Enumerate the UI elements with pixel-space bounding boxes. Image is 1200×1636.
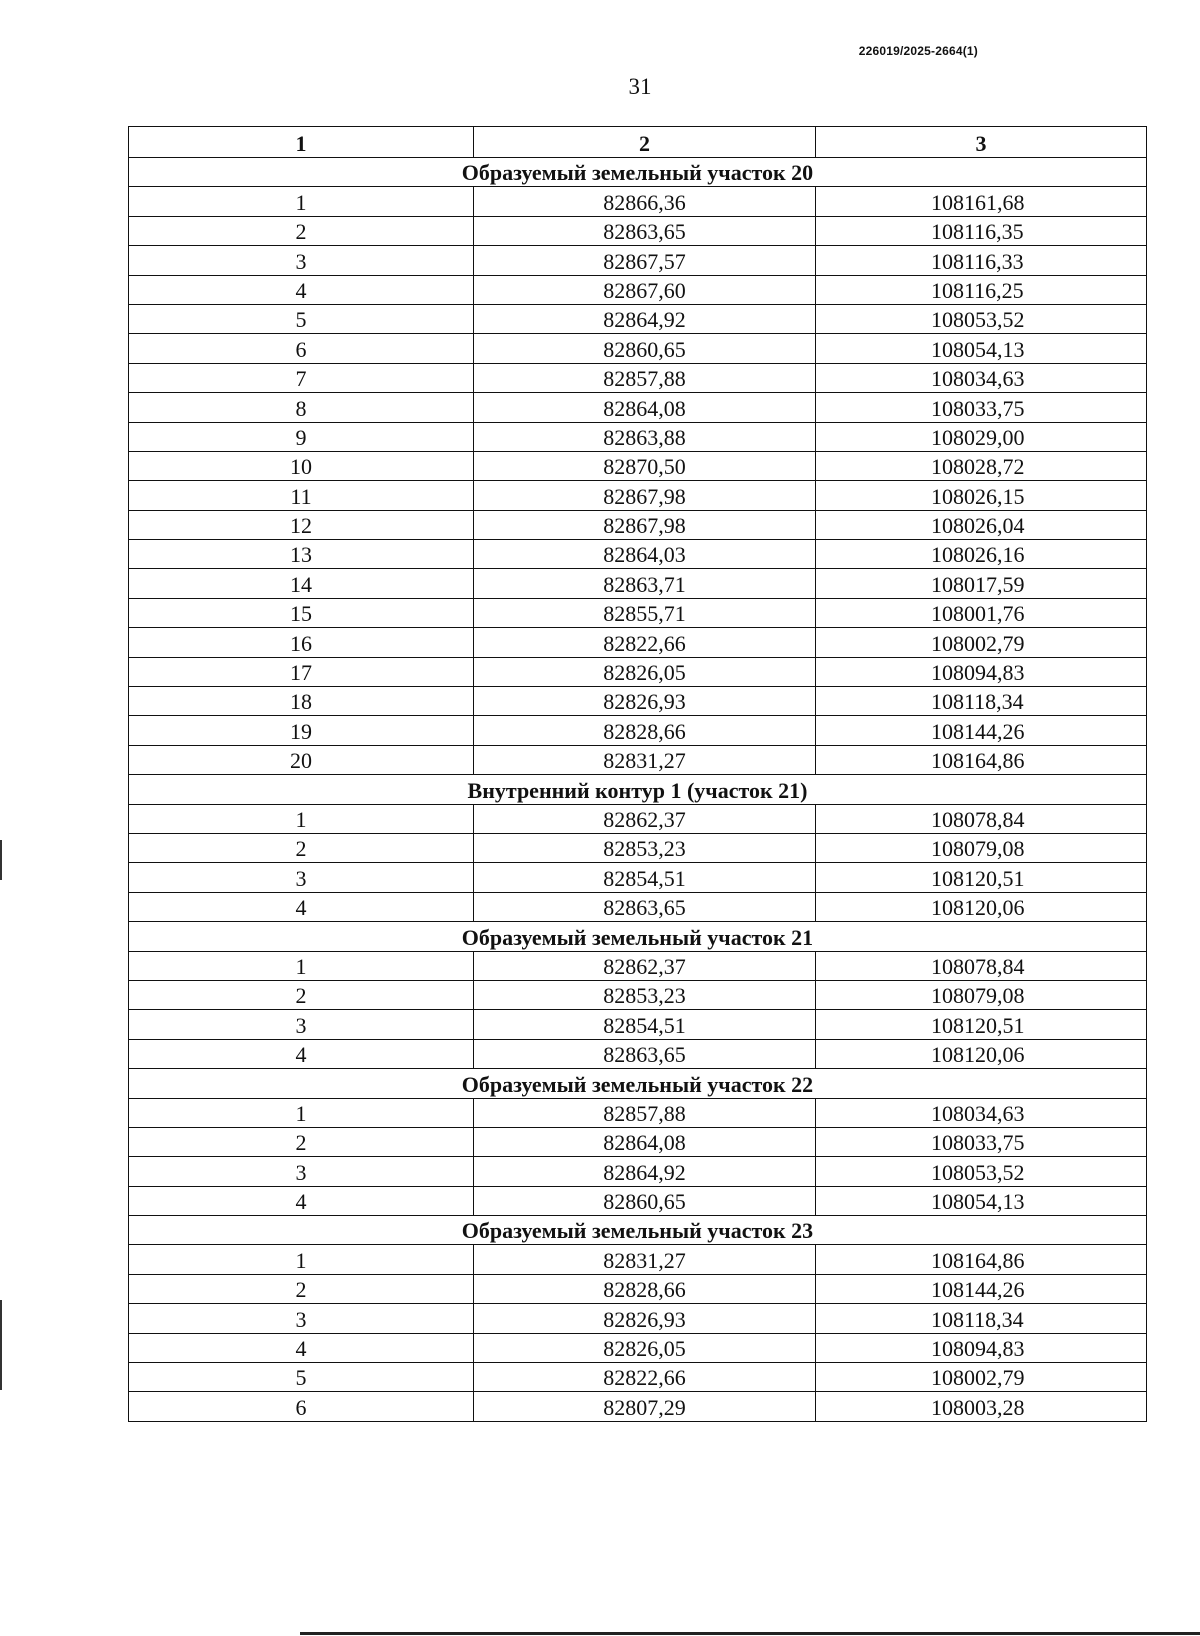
- y-coordinate-cell: 108120,51: [816, 1010, 1147, 1039]
- y-coordinate-cell: 108161,68: [816, 187, 1147, 216]
- table-row: [129, 687, 1147, 716]
- coordinates-table: [128, 126, 1147, 1422]
- x-coordinate-cell: 82826,93: [474, 1304, 816, 1333]
- y-coordinate-cell: 108034,63: [816, 1098, 1147, 1127]
- column-header: 1: [129, 127, 474, 158]
- scan-edge-mark: [0, 1300, 2, 1390]
- table-row: [129, 1098, 1147, 1127]
- y-coordinate-cell: 108094,83: [816, 657, 1147, 686]
- table-row: [129, 1304, 1147, 1333]
- y-coordinate-cell: 108094,83: [816, 1333, 1147, 1362]
- y-coordinate-cell: 108120,06: [816, 1039, 1147, 1068]
- point-number-cell: 1: [129, 804, 474, 833]
- y-coordinate-cell: 108164,86: [816, 745, 1147, 774]
- column-header: 2: [474, 127, 816, 158]
- y-coordinate-cell: 108120,06: [816, 892, 1147, 921]
- point-number-cell: 16: [129, 628, 474, 657]
- y-coordinate-cell: 108033,75: [816, 1127, 1147, 1156]
- x-coordinate-cell: 82863,65: [474, 216, 816, 245]
- table-body: [129, 127, 1147, 1422]
- x-coordinate-cell: 82854,51: [474, 1010, 816, 1039]
- point-number-cell: 6: [129, 1392, 474, 1421]
- table-row: [129, 422, 1147, 451]
- point-number-cell: 13: [129, 540, 474, 569]
- y-coordinate-cell: 108118,34: [816, 687, 1147, 716]
- point-number-cell: 1: [129, 1245, 474, 1274]
- x-coordinate-cell: 82867,60: [474, 275, 816, 304]
- table-row: [129, 1039, 1147, 1068]
- x-coordinate-cell: 82822,66: [474, 1363, 816, 1392]
- point-number-cell: 2: [129, 1127, 474, 1156]
- point-number-cell: 3: [129, 1157, 474, 1186]
- x-coordinate-cell: 82866,36: [474, 187, 816, 216]
- table-row: [129, 481, 1147, 510]
- y-coordinate-cell: 108120,51: [816, 863, 1147, 892]
- table-row: [129, 569, 1147, 598]
- x-coordinate-cell: 82864,03: [474, 540, 816, 569]
- x-coordinate-cell: 82807,29: [474, 1392, 816, 1421]
- point-number-cell: 6: [129, 334, 474, 363]
- y-coordinate-cell: 108053,52: [816, 304, 1147, 333]
- point-number-cell: 4: [129, 1039, 474, 1068]
- scan-bottom-line: [300, 1632, 1200, 1635]
- table-row: [129, 540, 1147, 569]
- point-number-cell: 18: [129, 687, 474, 716]
- point-number-cell: 5: [129, 1363, 474, 1392]
- x-coordinate-cell: 82828,66: [474, 1274, 816, 1303]
- table-row: [129, 1010, 1147, 1039]
- x-coordinate-cell: 82831,27: [474, 1245, 816, 1274]
- x-coordinate-cell: 82864,92: [474, 1157, 816, 1186]
- table-row: [129, 275, 1147, 304]
- point-number-cell: 2: [129, 833, 474, 862]
- table-row: [129, 863, 1147, 892]
- y-coordinate-cell: 108116,35: [816, 216, 1147, 245]
- section-header-row: [129, 775, 1147, 804]
- point-number-cell: 7: [129, 363, 474, 392]
- table-row: [129, 1157, 1147, 1186]
- x-coordinate-cell: 82860,65: [474, 334, 816, 363]
- point-number-cell: 19: [129, 716, 474, 745]
- point-number-cell: 3: [129, 1304, 474, 1333]
- y-coordinate-cell: 108029,00: [816, 422, 1147, 451]
- point-number-cell: 17: [129, 657, 474, 686]
- x-coordinate-cell: 82826,93: [474, 687, 816, 716]
- point-number-cell: 1: [129, 187, 474, 216]
- x-coordinate-cell: 82857,88: [474, 363, 816, 392]
- x-coordinate-cell: 82854,51: [474, 863, 816, 892]
- y-coordinate-cell: 108079,08: [816, 980, 1147, 1009]
- section-title: Образуемый земельный участок 22: [129, 1069, 1147, 1098]
- coordinates-table-container: [128, 126, 1146, 1422]
- section-title: Внутренний контур 1 (участок 21): [129, 775, 1147, 804]
- table-row: [129, 716, 1147, 745]
- x-coordinate-cell: 82864,08: [474, 393, 816, 422]
- table-row: [129, 187, 1147, 216]
- table-row: [129, 951, 1147, 980]
- table-row: [129, 1333, 1147, 1362]
- y-coordinate-cell: 108078,84: [816, 951, 1147, 980]
- y-coordinate-cell: 108054,13: [816, 334, 1147, 363]
- table-row: [129, 628, 1147, 657]
- x-coordinate-cell: 82862,37: [474, 951, 816, 980]
- y-coordinate-cell: 108003,28: [816, 1392, 1147, 1421]
- y-coordinate-cell: 108144,26: [816, 716, 1147, 745]
- table-row: [129, 393, 1147, 422]
- y-coordinate-cell: 108053,52: [816, 1157, 1147, 1186]
- y-coordinate-cell: 108026,04: [816, 510, 1147, 539]
- x-coordinate-cell: 82826,05: [474, 1333, 816, 1362]
- section-title: Образуемый земельный участок 20: [129, 158, 1147, 187]
- x-coordinate-cell: 82863,65: [474, 1039, 816, 1068]
- point-number-cell: 5: [129, 304, 474, 333]
- document-reference: 226019/2025-2664(1): [858, 44, 978, 58]
- x-coordinate-cell: 82870,50: [474, 451, 816, 480]
- table-row: [129, 598, 1147, 627]
- y-coordinate-cell: 108116,25: [816, 275, 1147, 304]
- x-coordinate-cell: 82867,98: [474, 481, 816, 510]
- x-coordinate-cell: 82867,98: [474, 510, 816, 539]
- table-row: [129, 1274, 1147, 1303]
- table-row: [129, 334, 1147, 363]
- point-number-cell: 20: [129, 745, 474, 774]
- y-coordinate-cell: 108144,26: [816, 1274, 1147, 1303]
- y-coordinate-cell: 108078,84: [816, 804, 1147, 833]
- point-number-cell: 4: [129, 1333, 474, 1362]
- point-number-cell: 15: [129, 598, 474, 627]
- point-number-cell: 11: [129, 481, 474, 510]
- y-coordinate-cell: 108028,72: [816, 451, 1147, 480]
- table-row: [129, 657, 1147, 686]
- y-coordinate-cell: 108026,15: [816, 481, 1147, 510]
- point-number-cell: 3: [129, 246, 474, 275]
- x-coordinate-cell: 82853,23: [474, 833, 816, 862]
- point-number-cell: 12: [129, 510, 474, 539]
- x-coordinate-cell: 82853,23: [474, 980, 816, 1009]
- point-number-cell: 10: [129, 451, 474, 480]
- y-coordinate-cell: 108054,13: [816, 1186, 1147, 1215]
- point-number-cell: 4: [129, 1186, 474, 1215]
- y-coordinate-cell: 108034,63: [816, 363, 1147, 392]
- page-number: 31: [628, 74, 652, 99]
- table-row: [129, 1245, 1147, 1274]
- table-header-row: [129, 127, 1147, 158]
- point-number-cell: 8: [129, 393, 474, 422]
- y-coordinate-cell: 108002,79: [816, 628, 1147, 657]
- table-row: [129, 1392, 1147, 1421]
- y-coordinate-cell: 108079,08: [816, 833, 1147, 862]
- point-number-cell: 1: [129, 951, 474, 980]
- table-row: [129, 745, 1147, 774]
- x-coordinate-cell: 82864,92: [474, 304, 816, 333]
- table-row: [129, 216, 1147, 245]
- table-row: [129, 451, 1147, 480]
- point-number-cell: 1: [129, 1098, 474, 1127]
- table-row: [129, 1363, 1147, 1392]
- x-coordinate-cell: 82863,71: [474, 569, 816, 598]
- point-number-cell: 9: [129, 422, 474, 451]
- y-coordinate-cell: 108116,33: [816, 246, 1147, 275]
- y-coordinate-cell: 108118,34: [816, 1304, 1147, 1333]
- x-coordinate-cell: 82828,66: [474, 716, 816, 745]
- table-row: [129, 304, 1147, 333]
- table-row: [129, 1186, 1147, 1215]
- x-coordinate-cell: 82857,88: [474, 1098, 816, 1127]
- y-coordinate-cell: 108017,59: [816, 569, 1147, 598]
- table-row: [129, 1127, 1147, 1156]
- point-number-cell: 14: [129, 569, 474, 598]
- x-coordinate-cell: 82863,88: [474, 422, 816, 451]
- section-header-row: [129, 158, 1147, 187]
- table-row: [129, 510, 1147, 539]
- x-coordinate-cell: 82867,57: [474, 246, 816, 275]
- section-title: Образуемый земельный участок 23: [129, 1216, 1147, 1245]
- section-header-row: [129, 922, 1147, 951]
- table-row: [129, 363, 1147, 392]
- x-coordinate-cell: 82831,27: [474, 745, 816, 774]
- x-coordinate-cell: 82860,65: [474, 1186, 816, 1215]
- y-coordinate-cell: 108001,76: [816, 598, 1147, 627]
- point-number-cell: 4: [129, 275, 474, 304]
- point-number-cell: 3: [129, 863, 474, 892]
- x-coordinate-cell: 82864,08: [474, 1127, 816, 1156]
- x-coordinate-cell: 82863,65: [474, 892, 816, 921]
- point-number-cell: 2: [129, 980, 474, 1009]
- column-header: 3: [816, 127, 1147, 158]
- table-row: [129, 833, 1147, 862]
- x-coordinate-cell: 82855,71: [474, 598, 816, 627]
- point-number-cell: 2: [129, 1274, 474, 1303]
- x-coordinate-cell: 82822,66: [474, 628, 816, 657]
- table-row: [129, 804, 1147, 833]
- section-header-row: [129, 1216, 1147, 1245]
- point-number-cell: 3: [129, 1010, 474, 1039]
- y-coordinate-cell: 108164,86: [816, 1245, 1147, 1274]
- section-header-row: [129, 1069, 1147, 1098]
- table-row: [129, 246, 1147, 275]
- y-coordinate-cell: 108026,16: [816, 540, 1147, 569]
- scan-edge-mark: [0, 840, 2, 880]
- x-coordinate-cell: 82826,05: [474, 657, 816, 686]
- section-title: Образуемый земельный участок 21: [129, 922, 1147, 951]
- point-number-cell: 4: [129, 892, 474, 921]
- table-row: [129, 892, 1147, 921]
- table-row: [129, 980, 1147, 1009]
- point-number-cell: 2: [129, 216, 474, 245]
- x-coordinate-cell: 82862,37: [474, 804, 816, 833]
- y-coordinate-cell: 108033,75: [816, 393, 1147, 422]
- y-coordinate-cell: 108002,79: [816, 1363, 1147, 1392]
